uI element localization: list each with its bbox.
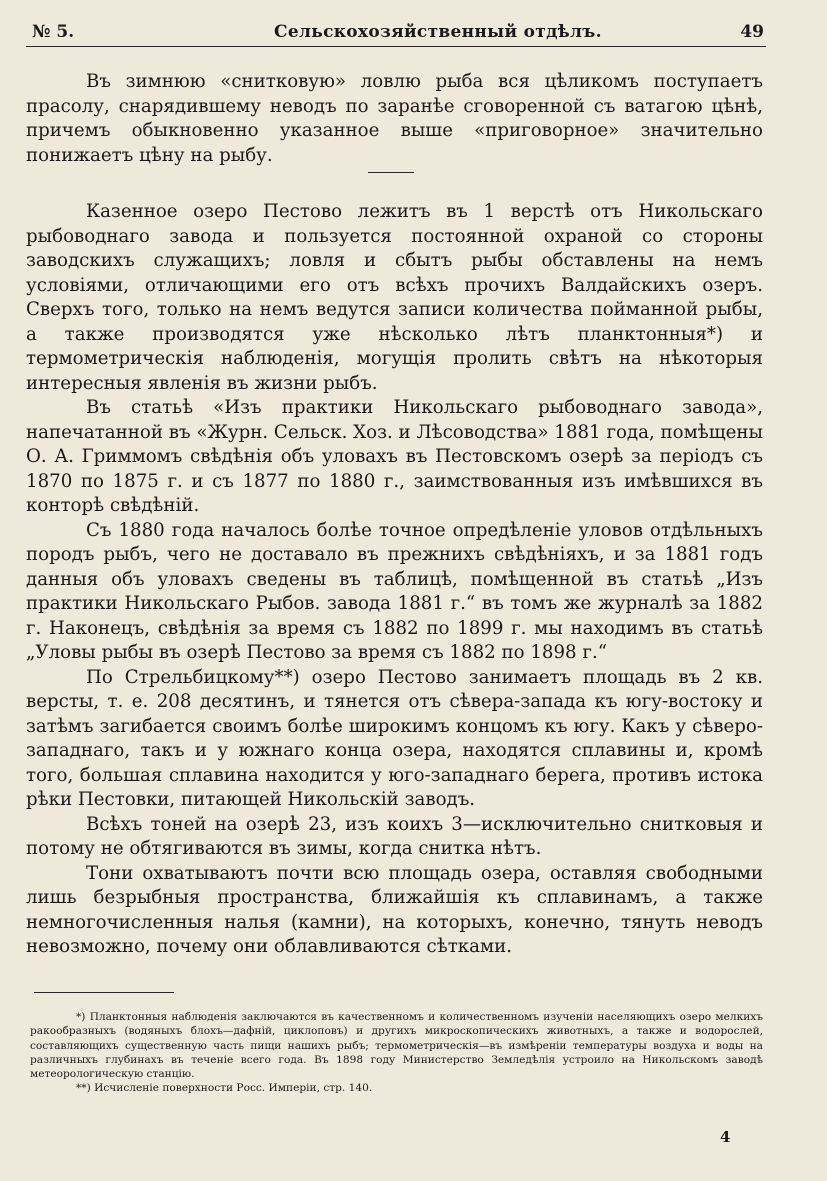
signature-mark: 4 (720, 1128, 731, 1146)
paragraph: Съ 1880 года началось болѣе точное опредѣленіе уловов отдѣльныхъ породъ рыбъ, чего не доставало въ прежнихъ свѣдѣніяхъ, и за 1881 годъ данныя объ уловахъ сведены въ таблицѣ, помѣщенной въ статьѣ „Изъ практики Никольскаго Рыбов. завода 1881 г.“ въ томъ же журналѣ за 1882 г. Наконецъ, свѣдѣнія за время съ 1882 по 1899 г. мы находимъ въ статьѣ „Уловы рыбы въ озерѣ Пестово за время съ 1882 по 1898 г.“ (26, 519, 763, 663)
header-rule (26, 46, 766, 47)
footnotes (30, 1010, 763, 1096)
issue-number: № 5. (32, 22, 75, 42)
paragraph: Въ зимнюю «снитковую» ловлю рыба вся цѣликомъ поступаетъ прасолу, снарядившему неводъ по заранѣе сговоренной съ ватагою цѣнѣ, причемъ обыкновенно указанное выше «приговорное» значительно понижаетъ цѣну на рыбу. (26, 71, 763, 166)
paragraph: По Стрельбицкому**) озеро Пестово занимаетъ площадь въ 2 кв. версты, т. е. 208 десятинъ, и тянется отъ сѣвера-запада къ югу-востоку и затѣмъ загибается своимъ болѣе широкимъ концомъ къ югу. Какъ у сѣверо-западнаго, такъ и у южнаго конца озера, находятся сплавины и, кромѣ того, большая сплавина находится у юго-западнаго берега, противъ истока рѣки Пестовки, питающей Никольскій заводъ. (26, 666, 763, 810)
footnote: *) Планктонныя наблюденія заключаются въ качественномъ и количественномъ изученіи населяющихъ озеро мелкихъ ракообразныхъ (водяныхъ блохъ—дафній, циклоповъ) и другихъ микроскопическихъ животныхъ, а также и водорослей, составляющихъ существенную часть пищи нашихъ рыбъ; термометрическія—въ измѣреніи температуры воздуха и воды на различныхъ глубинахъ въ теченіе всего года. Въ 1898 году Министерство Земледѣлія устроило на Никольскомъ заводѣ метеорологическую станцію. (30, 1011, 763, 1081)
page-number: 49 (740, 22, 764, 42)
running-header (26, 18, 766, 46)
footnote: **) Исчисленіе поверхности Росс. Имперіи, стр. 140. (76, 1082, 373, 1095)
section-title: Сельскохозяйственный отдѣлъ. (274, 22, 602, 42)
paragraph: Въ статьѣ «Изъ практики Никольскаго рыбоводнаго завода», напечатанной въ «Журн. Сельск. Хоз. и Лѣсоводства» 1881 года, помѣщены О. А. Гриммомъ свѣдѣнія объ уловахъ въ Пестовскомъ озерѣ за періодъ съ 1870 по 1875 г. и съ 1877 по 1880 г., заимствованныя изъ имѣвшихся въ конторѣ свѣдѣній. (26, 397, 763, 516)
paragraph: Тони охватываютъ почти всю площадь озера, оставляя свободными лишь безрыбныя пространства, ближайшія къ сплавинамъ, а также немногочисленныя налья (камни), на которыхъ, конечно, тянуть неводъ невозможно, почему они облавливаются сѣтками. (26, 862, 763, 957)
section-separator (368, 172, 414, 173)
paragraph: Всѣхъ тоней на озерѣ 23, изъ коихъ 3—исключительно снитковыя и потому не обтягиваются въ зимы, когда снитка нѣтъ. (26, 813, 763, 859)
paragraph: Казенное озеро Пестово лежитъ въ 1 верстѣ отъ Никольскаго рыбоводнаго завода и пользуется постоянной охраной со стороны заводскихъ служащихъ; ловля и сбытъ рыбы обставлены на немъ условіями, отличающими его отъ всѣхъ прочихъ Валдайскихъ озеръ. Сверхъ того, только на немъ ведутся записи количества пойманной рыбы, а также производятся уже нѣсколько лѣтъ планктонныя*) и термометрическія наблюденія, могущія пролить свѣтъ на нѣкоторыя интересныя явленія въ жизни рыбъ. (26, 201, 763, 394)
text-block-intro (26, 70, 763, 168)
footnote-rule (34, 992, 174, 993)
text-block-main (26, 200, 763, 960)
